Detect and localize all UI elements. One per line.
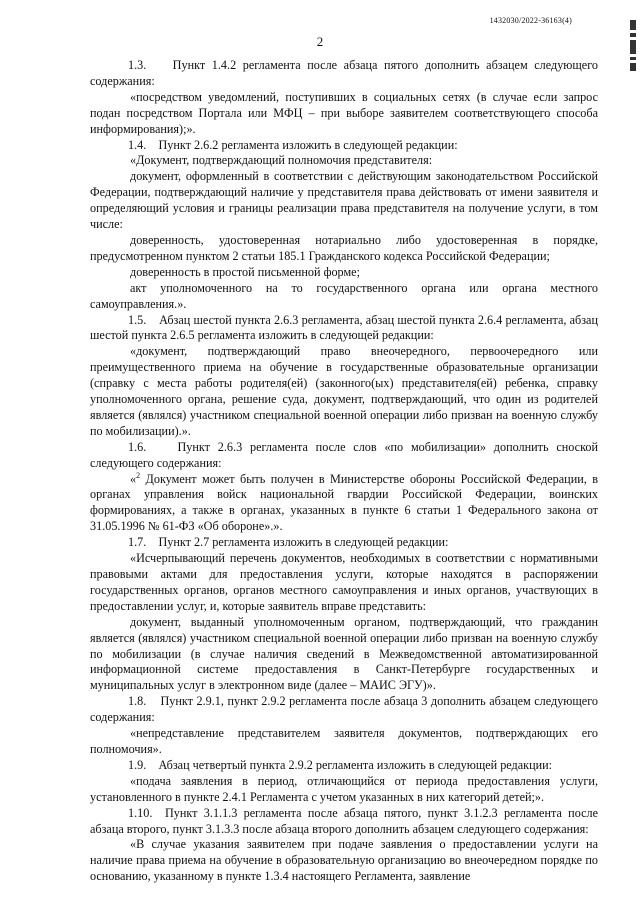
paragraph-1-10: 1.10. Пункт 3.1.1.3 регламента после абзаца пятого, пункт 3.1.2.3 регламента после абзаца второго, пункт 3.1.3.3 после абзаца второго дополнить абзацем следующего содержания: <box>90 805 598 836</box>
footnote-text: Документ может быть получен в Министерстве обороны Российской Федерации, в органах управления войск национальной гвардии Российской Федерации, воинских формированиях, а также в органах, указанных в пункте 6 статьи 1 Федерального закона от 31.05.1996 № 61-ФЗ «Об обороне».». <box>90 471 598 534</box>
paragraph-1-6-footnote <box>90 472 598 536</box>
paragraph-1-3-text: «посредством уведомлений, поступивших в социальных сетях (в случае если запрос подан посредством Портала или МФЦ – при выборе заявителем соответствующего способа информирования);». <box>90 89 598 136</box>
paragraph-1-7-text-a: «Исчерпывающий перечень документов, необходимых в соответствии с нормативными правовыми актами для предоставления услуги, которые находятся в распоряжении государственных органов, органов местного самоуправления и иных органов, участвующих в предоставлении услуг, и, которые заявитель вправе представить: <box>90 551 598 613</box>
paragraph-1-4-text-c: доверенность в простой письменной форме; <box>130 264 360 279</box>
document-body <box>90 58 598 885</box>
paragraph-1-5-text: «документ, подтверждающий право внеочередного, первоочередного или преимущественного приема на обучение в государственные образовательные организации (справку с места работы родителя(ей) (законного(ых) представителя(ей) ребенка, справку уполномоченного органа, решение суда, документ, подтверждающий, что один из родителей является (являлся) участником специальной военной операции либо призван на военную службу по мобилизации).». <box>90 344 598 438</box>
paragraph-1-5: 1.5. Абзац шестой пункта 2.6.3 регламента, абзац шестой пункта 2.6.4 регламента, абзац шестой пункта 2.6.5 регламента изложить в следующей редакции: <box>90 312 598 343</box>
paragraph-1-3: 1.3. Пункт 1.4.2 регламента после абзаца пятого дополнить абзацем следующего содержания: <box>90 58 598 88</box>
paragraph-1-9: 1.9. Абзац четвертый пункта 2.9.2 регламента изложить в следующей редакции: <box>128 757 553 772</box>
document-registration-number: 1432030/2022-36163(4) <box>489 16 572 25</box>
binding-edge-mark <box>630 20 638 100</box>
paragraph-1-4: 1.4. Пункт 2.6.2 регламента изложить в следующей редакции: <box>128 137 458 152</box>
paragraph-1-4-text-b: доверенность, удостоверенная нотариально либо удостоверенная в порядке, предусмотренном пунктом 2 статьи 185.1 Гражданского кодекса Российской Федерации; <box>90 232 598 263</box>
paragraph-1-7-text-b: документ, выданный уполномоченным органом, подтверждающий, что гражданин является (являлся) участником специальной военной операции либо призван на военную службу по мобилизации (в случае наличия сведений в Межведомственной автоматизированной информационной системе предоставления в Санкт-Петербурге государственных и муниципальных услуг в электронном виде (далее – МАИС ЭГУ)». <box>90 614 598 693</box>
paragraph-1-10-text: «В случае указания заявителем при подаче заявления о предоставлении услуги на наличие права приема на обучение в образовательную организацию во внеочередном порядке по основанию, указанному в пункте 1.3.4 настоящего Регламента, заявление <box>90 837 598 884</box>
paragraph-1-4-heading: «Документ, подтверждающий полномочия представителя: <box>130 153 433 168</box>
paragraph-1-7: 1.7. Пункт 2.7 регламента изложить в следующей редакции: <box>128 535 449 550</box>
paragraph-1-9-text: «подача заявления в период, отличающийся от периода предоставления услуги, установленного в пункте 2.4.1 Регламента с учетом указанных в них категорий детей;». <box>90 773 598 804</box>
paragraph-1-8-text: «непредставление представителем заявителя документов, подтверждающих его полномочия». <box>90 726 598 756</box>
footnote-open-quote: « <box>130 471 137 486</box>
paragraph-1-6: 1.6. Пункт 2.6.3 регламента после слов «по мобилизации» дополнить сноской следующего содержания: <box>90 439 598 470</box>
footnote-marker: 2 <box>136 470 141 480</box>
paragraph-1-4-text-a: документ, оформленный в соответствии с действующим законодательством Российской Федерации, подтверждающий наличие у представителя права действовать от имени заявителя и определяющий условия и границы реализации права представителя на получение услуги, в том числе: <box>90 169 598 232</box>
page-number: 2 <box>316 34 324 49</box>
paragraph-1-4-text-d: акт уполномоченного на то государственного органа или органа местного самоуправления.». <box>90 280 598 311</box>
paragraph-1-8: 1.8. Пункт 2.9.1, пункт 2.9.2 регламента после абзаца 3 дополнить абзацем следующего содержания: <box>90 694 598 725</box>
